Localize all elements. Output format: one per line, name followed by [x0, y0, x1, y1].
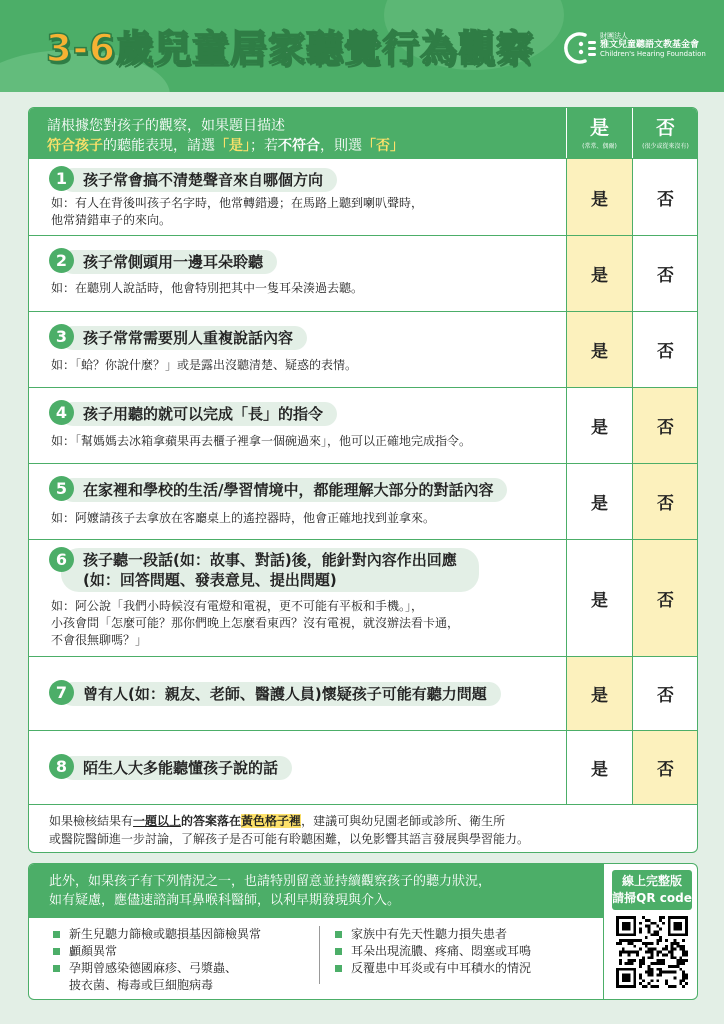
qr-label-line-2: 請掃QR code [612, 891, 692, 905]
no-option[interactable]: 否 [632, 657, 698, 730]
list-item: 新生兒聽力篩檢或聽損基因篩檢異常 [53, 926, 261, 943]
yes-option[interactable]: 是 [566, 159, 632, 235]
question-text: 孩子常常需要別人重複說話內容 [61, 326, 307, 350]
question-number: 5 [49, 476, 74, 501]
question-row-2 [29, 235, 698, 311]
yes-option[interactable]: 是 [566, 657, 632, 730]
question-row-5 [29, 463, 698, 539]
qr-section [603, 864, 698, 1000]
yes-option[interactable]: 是 [566, 236, 632, 311]
risk-intro-line-2: 如有疑慮，應儘速諮詢耳鼻喉科醫師，以利早期發現與介入。 [49, 893, 401, 908]
header-banner [0, 0, 724, 92]
question-example: 如：「幫媽媽去冰箱拿蘋果再去櫃子裡拿一個碗過來」，他可以正確地完成指令。 [51, 434, 472, 448]
question-number: 7 [49, 680, 74, 705]
question-example: 他常猜錯車子的來向。 [51, 213, 172, 227]
list-item: 顱顏異常 [53, 943, 261, 960]
yes-header-note: (常常、偶爾) [582, 143, 617, 150]
no-option[interactable]: 否 [632, 312, 698, 387]
chf-logo-icon [563, 30, 599, 66]
question-row-1 [29, 158, 698, 235]
guidance-line-2: 或醫院醫師進一步討論，了解孩子是否可能有聆聽困難，以免影響其語言發展與學習能力。 [49, 832, 530, 846]
qr-label-line-1: 線上完整版 [621, 874, 682, 888]
result-guidance [29, 804, 698, 853]
instr-bold: 「是」 [215, 138, 250, 154]
question-text [61, 548, 479, 592]
question-number: 6 [49, 547, 74, 572]
yes-header-label: 是 [589, 117, 609, 139]
checklist-table [28, 107, 698, 853]
yes-option[interactable]: 是 [566, 388, 632, 463]
question-text: 孩子常側頭用一邊耳朵聆聽 [61, 250, 277, 274]
guidance-text: ，建議可與幼兒園老師或診所、衛生所 [301, 814, 506, 828]
question-example: 如：「蛤？你說什麼？」或是露出沒聽清楚、疑惑的表情。 [51, 358, 358, 372]
org-name-zh: 雅文兒童聽語文教基金會 [600, 40, 700, 51]
question-row-8 [29, 730, 698, 804]
question-example: 如：有人在背後叫孩子名字時，他常轉錯邊；在馬路上聽到喇叭聲時， [51, 196, 424, 210]
question-row-6 [29, 539, 698, 656]
org-type: 財團法人 [600, 32, 628, 40]
yes-option[interactable]: 是 [566, 464, 632, 539]
question-example: 如：阿嬤請孩子去拿放在客廳桌上的遙控器時，他會正確地找到並拿來。 [51, 511, 436, 525]
instr-bold: 符合孩子 [47, 138, 103, 154]
guidance-emphasis: 的答案落在 [181, 814, 242, 828]
instr-text: 的聽能表現，請選 [103, 138, 215, 154]
list-item: 家族中有先天性聽力損失患者 [335, 926, 531, 943]
question-text: 在家裡和學校的生活/學習情境中，都能理解大部分的對話內容 [61, 478, 507, 502]
question-example: 小孩會問「怎麼可能？那你們晚上怎麼看東西？沒有電視，就沒辦法看卡通， [51, 616, 460, 630]
org-name [600, 32, 706, 58]
instruction-line-1: 請根據您對孩子的觀察，如果題目描述 [47, 118, 285, 134]
guidance-text: 如果檢核結果有 [49, 814, 134, 828]
no-option[interactable]: 否 [632, 388, 698, 463]
question-number: 2 [49, 248, 74, 273]
question-example: 不會很無聊嗎？」 [51, 633, 148, 647]
no-option[interactable]: 否 [632, 159, 698, 235]
instr-bold: 不符合 [278, 138, 320, 154]
question-number: 4 [49, 400, 74, 425]
question-number: 1 [49, 166, 74, 191]
risk-list-right [335, 926, 531, 977]
divider [319, 926, 320, 984]
guidance-line-1 [49, 812, 698, 830]
list-item [53, 960, 261, 994]
no-header-note: (很少或從來沒有) [642, 143, 689, 150]
question-row-3 [29, 311, 698, 387]
question-text: 孩子常會搞不清楚聲音來自哪個方向 [61, 168, 337, 192]
instruction-line-2 [47, 135, 404, 155]
title-text: 兒童居家聽覺行為觀察 [153, 27, 534, 70]
yes-option[interactable]: 是 [566, 312, 632, 387]
instr-bold: 「否」 [362, 138, 404, 154]
yes-option[interactable]: 是 [566, 731, 632, 804]
question-row-4 [29, 387, 698, 463]
qr-label [612, 870, 692, 910]
risk-intro-line-1: 此外，如果孩子有下列情況之一，也請特別留意並持續觀察孩子的聽力狀況， [49, 874, 492, 889]
no-option[interactable]: 否 [632, 236, 698, 311]
question-text: 曾有人(如：親友、老師、醫護人員)懷疑孩子可能有聽力問題 [61, 682, 501, 706]
question-text: 孩子用聽的就可以完成「長」的指令 [61, 402, 337, 426]
yes-column-header [566, 108, 632, 158]
no-option[interactable]: 否 [632, 731, 698, 804]
no-option[interactable]: 否 [632, 464, 698, 539]
guidance-yellow-highlight: 黃色格子裡 [241, 814, 302, 828]
list-item-text: 孕期曾感染德國麻疹、弓漿蟲、 [69, 961, 238, 975]
question-example: 如：在聽別人說話時，他會特別把其中一隻耳朵湊過去聽。 [51, 281, 364, 295]
no-column-header [632, 108, 698, 158]
list-item-text: 披衣菌、梅毒或巨細胞病毒 [69, 978, 214, 992]
no-option[interactable]: 否 [632, 540, 698, 656]
instr-text: ，則選 [320, 138, 362, 154]
question-row-7 [29, 656, 698, 730]
page-title [46, 18, 534, 72]
no-header-label: 否 [655, 117, 675, 139]
question-number: 3 [49, 324, 74, 349]
question-text-line-2: (如：回答問題、發表意見、提出問題) [83, 571, 337, 589]
question-example: 如：阿公說「我們小時候沒有電燈和電視，更不可能有平板和手機。」， [51, 599, 424, 613]
question-number: 8 [49, 754, 74, 779]
guidance-emphasis: 一題以上 [133, 814, 182, 828]
list-item: 耳朵出現流膿、疼痛、悶塞或耳鳴 [335, 943, 531, 960]
title-age: 3-6歲 [46, 27, 154, 70]
table-header [29, 108, 698, 158]
risk-list-left [53, 926, 261, 994]
instr-text: ；若 [250, 138, 278, 154]
additional-risk-section [28, 863, 698, 1000]
question-text: 陌生人大多能聽懂孩子說的話 [61, 756, 292, 780]
yes-option[interactable]: 是 [566, 540, 632, 656]
question-text-line-1: 孩子聽一段話(如：故事、對話)後，能針對內容作出回應 [83, 551, 457, 569]
list-item: 反覆患中耳炎或有中耳積水的情況 [335, 960, 531, 977]
qr-code-icon[interactable] [616, 916, 688, 988]
risk-intro [29, 864, 603, 918]
org-name-en: Children's Hearing Foundation [600, 50, 706, 59]
